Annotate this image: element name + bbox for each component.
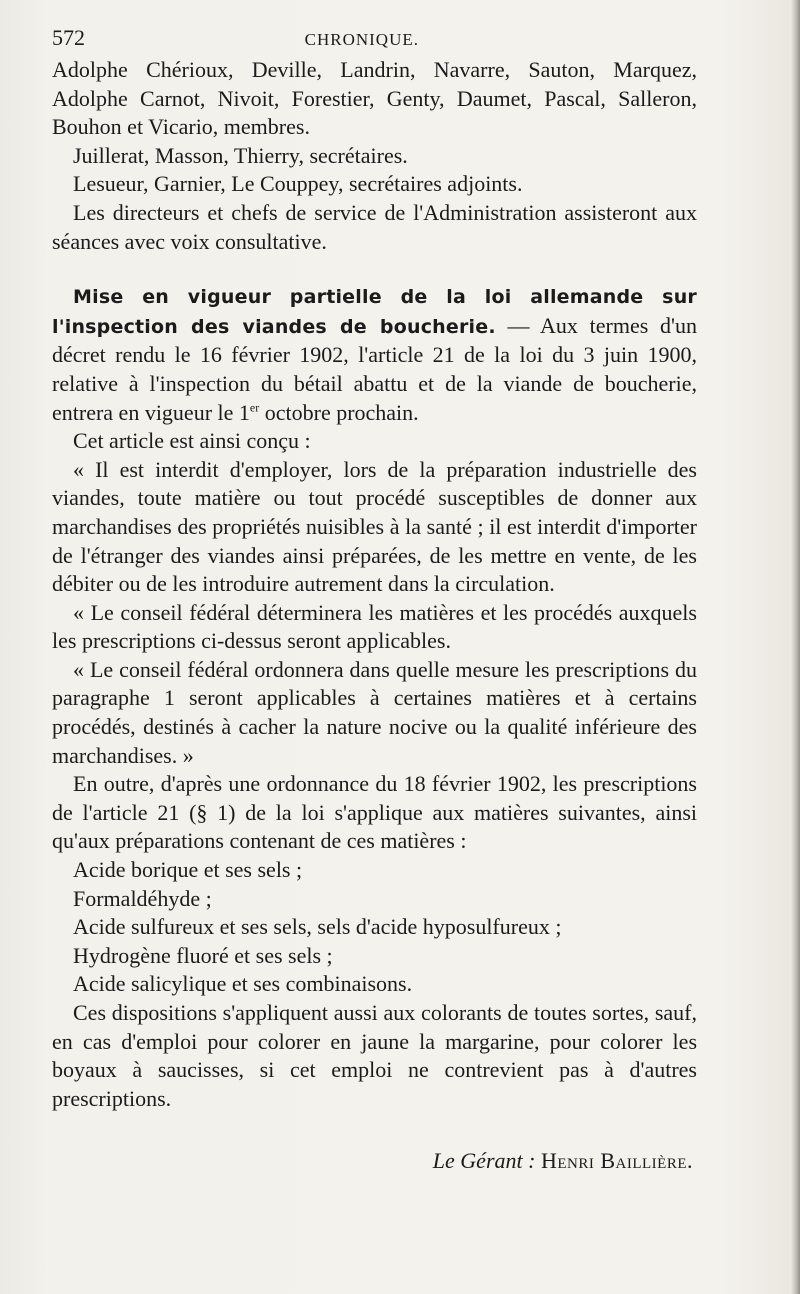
article-intro-paragraph: Cet article est ainsi conçu : <box>73 428 311 454</box>
signature-label: Le Gérant : <box>432 1148 536 1174</box>
article-lead-text: — Aux termes d'un décret rendu le 16 février 1902, l'article 21 de la loi du 3 juin 1900, relative à l'inspection du bétail abattu et de la viande de boucherie, entrera en vigueur le 1 <box>52 312 698 425</box>
page-body <box>52 24 697 1176</box>
members-paragraph: Adolphe Chérioux, Deville, Landrin, Navarre, Sauton, Marquez, Adolphe Carnot, Nivoit, Forestier, Genty, Daumet, Pascal, Salleron, Bouhon et Vicario, membres. <box>52 57 697 140</box>
article-lead-paragraph <box>52 282 697 427</box>
signature-line <box>52 1147 697 1176</box>
quote-paragraph-1: « Il est interdit d'employer, lors de la préparation industrielle des viandes, toute matière ou tout procédé susceptibles de donner aux marchandises des propriétés nuisibles à la santé ; il est interdit d'importer de l'étranger des viandes ainsi préparées, de les mettre en vente, de les débiter ou de les introduire autrement dans la circulation. <box>52 456 697 597</box>
signature-name: Henri Baillière. <box>540 1148 693 1174</box>
list-item: Formaldéhyde ; <box>73 885 212 911</box>
page-number: 572 <box>52 25 85 50</box>
section-gap <box>52 256 697 282</box>
substances-list <box>52 856 697 999</box>
list-item: Acide sulfureux et ses sels, sels d'acide hyposulfureux ; <box>73 914 562 940</box>
page-edge-shadow <box>791 0 800 1294</box>
article-lead-end: octobre prochain. <box>259 399 419 425</box>
section-title: Mise en vigueur partielle de la loi allemande sur l'inspection des viandes de boucherie. <box>52 286 697 338</box>
closing-paragraph: Ces dispositions s'appliquent aussi aux colorants de toutes sortes, sauf, en cas d'emploi pour colorer en jaune la margarine, pour colorer les boyaux à saucisses, si cet emploi ne contrevient pas à d'autres prescriptions. <box>52 1000 697 1111</box>
directors-paragraph: Les directeurs et chefs de service de l'Administration assisteront aux séances avec voix consultative. <box>52 199 697 254</box>
list-item: Hydrogène fluoré et ses sels ; <box>73 942 333 968</box>
ordinal-superscript: er <box>249 400 260 415</box>
quote-paragraph-2: « Le conseil fédéral déterminera les matières et les procédés auxquels les prescriptions ci-dessus seront applicables. <box>52 599 697 654</box>
running-title: CHRONIQUE. <box>304 30 419 49</box>
secretaries-paragraph: Juillerat, Masson, Thierry, secrétaires. <box>73 142 408 168</box>
list-item: Acide borique et ses sels ; <box>73 857 303 883</box>
list-item: Acide salicylique et ses combinaisons. <box>73 971 413 997</box>
ordonnance-paragraph: En outre, d'après une ordonnance du 18 février 1902, les prescriptions de l'article 21 (§ 1) de la loi s'applique aux matières suivantes, ainsi qu'aux préparations contenant de ces matières : <box>52 771 697 854</box>
quote-paragraph-3: « Le conseil fédéral ordonnera dans quelle mesure les prescriptions du paragraphe 1 seront applicables à certaines matières et à certains procédés, destinés à cacher la nature nocive ou la qualité inférieure des marchandises. » <box>52 656 697 768</box>
adjoints-paragraph: Lesueur, Garnier, Le Couppey, secrétaires adjoints. <box>73 171 523 197</box>
page-header <box>52 24 697 52</box>
